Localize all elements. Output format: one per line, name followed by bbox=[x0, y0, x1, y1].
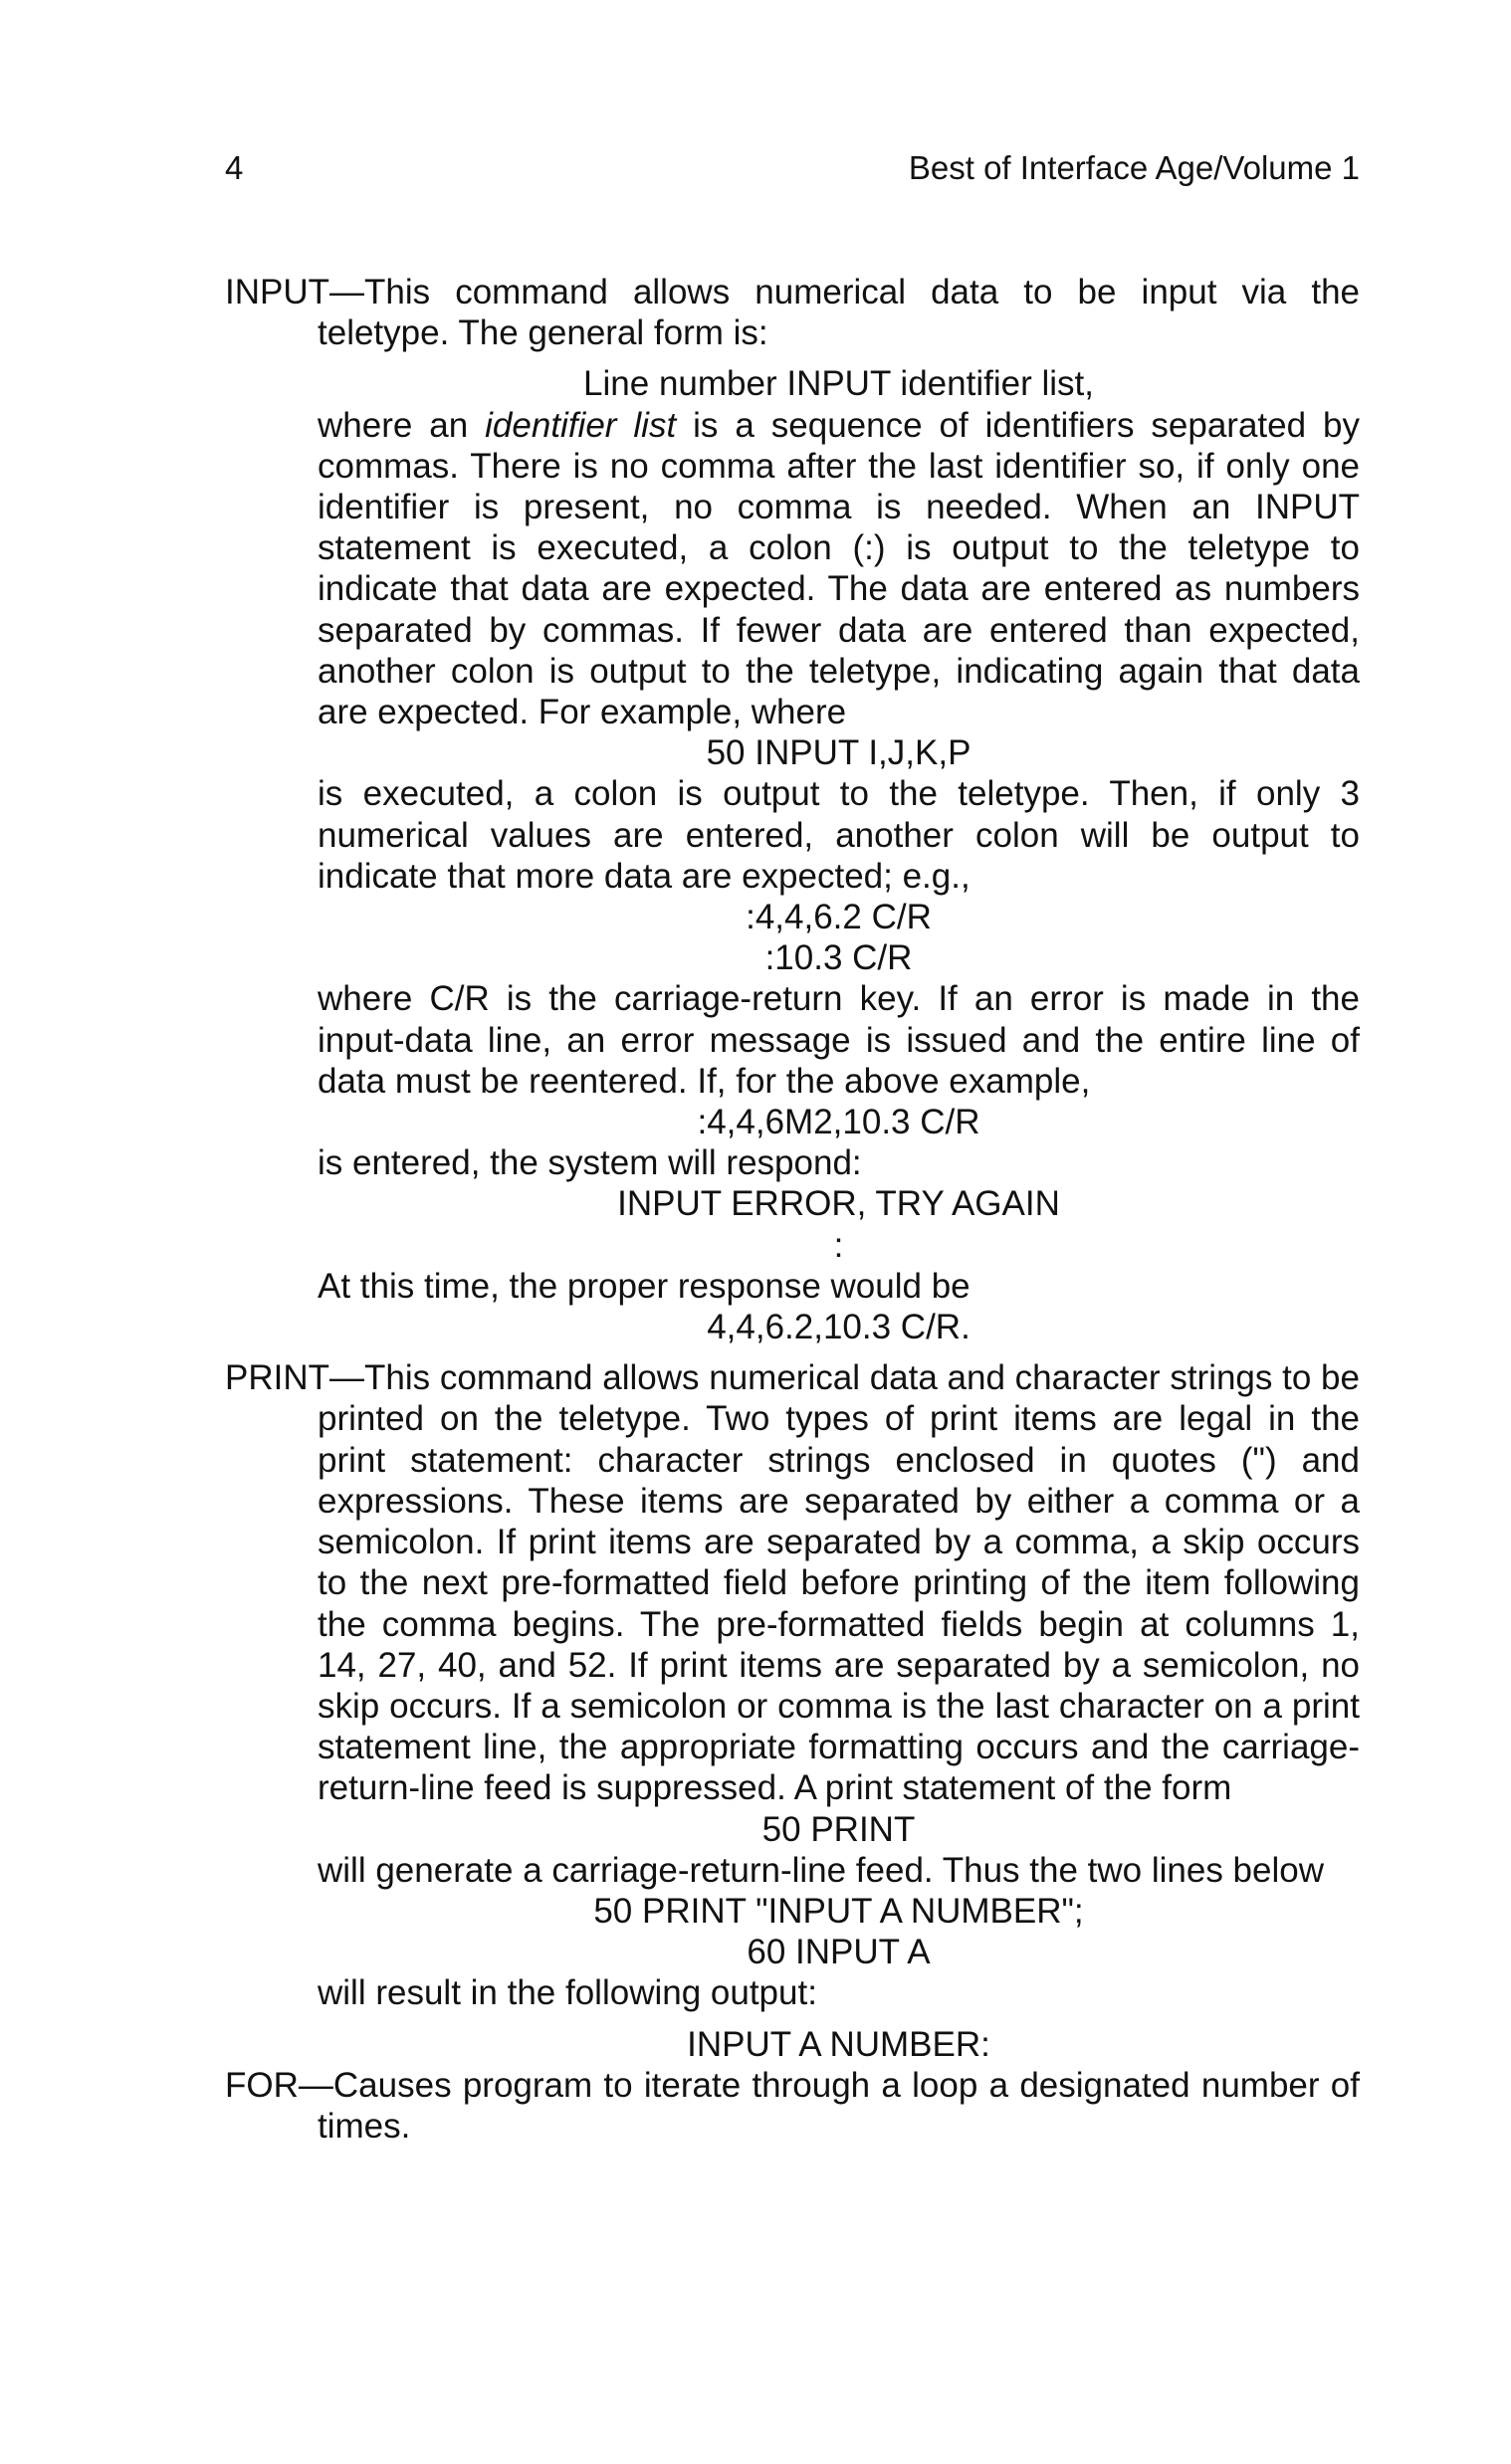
print-term: PRINT bbox=[225, 1358, 329, 1398]
input-paragraph-4: is entered, the system will respond: bbox=[318, 1143, 862, 1183]
input-paragraph-3: where C/R is the carriage-return key. If an error is made in the input-data line, an error message is issued and the entire line of data must be reentered. If, for the above example, bbox=[318, 979, 1360, 1101]
print-example-3: INPUT A NUMBER: bbox=[687, 2024, 990, 2064]
print-example-2b: 60 INPUT A bbox=[747, 1933, 931, 1972]
input-example-1: 50 INPUT I,J,K,P bbox=[706, 733, 971, 773]
input-lead-text: —This command allows numerical data to be input via the teletype. The general form is: bbox=[318, 273, 1360, 353]
page-header bbox=[225, 149, 1360, 199]
for-lead-text: —Causes program to iterate through a loop a designated number of times. bbox=[298, 2065, 1360, 2146]
input-lead-paragraph bbox=[225, 272, 1360, 353]
input-example-4a: INPUT ERROR, TRY AGAIN bbox=[617, 1184, 1060, 1224]
print-lead-text: —This command allows numerical data and character strings to be printed on the teletype. Two types of print items are legal in the print statement: character strings enclosed in quotes (") and expressions. These items are separated by either a comma or a semicolon. If print items are separated by a comma, a skip occurs to the next pre-formatted field before printing of the item following the comma begins. The pre-formatted fields begin at columns 1, 14, 27, 40, and 52. If print items are separated by a semicolon, no skip occurs. If a semicolon or comma is the last character on a print statement line, the appropriate formatting occurs and the carriage-return-line feed is suppressed. A print statement of the form bbox=[318, 1358, 1360, 1808]
input-p1-text-b: is a sequence of identifiers separated by commas. There is no comma after the last identifier so, if only one identifier is present, no comma is needed. When an INPUT statement is executed, a colon (:) is output to the teletype to indicate that data are expected. The data are entered as numbers separated by commas. If fewer data are entered than expected, another colon is output to the teletype, indicating again that data are expected. For example, where bbox=[318, 405, 1360, 732]
print-example-2a: 50 PRINT "INPUT A NUMBER"; bbox=[593, 1891, 1084, 1931]
input-p1-text-a: where an bbox=[318, 405, 486, 445]
input-example-2b: :10.3 C/R bbox=[764, 938, 913, 978]
for-entry bbox=[225, 2065, 1360, 2147]
input-general-form: Line number INPUT identifier list, bbox=[583, 364, 1094, 404]
identifier-list-term: identifier list bbox=[485, 405, 677, 445]
input-paragraph-5: At this time, the proper response would be bbox=[318, 1266, 971, 1306]
for-term: FOR bbox=[225, 2065, 299, 2105]
input-paragraph-2: is executed, a colon is output to the teletype. Then, if only 3 numerical values are entered, another colon will be output to indicate that more data are expected; e.g., bbox=[318, 774, 1360, 896]
input-entry bbox=[225, 272, 1360, 1347]
print-lead-paragraph bbox=[225, 1357, 1360, 1808]
input-example-4b: : bbox=[833, 1225, 844, 1265]
print-paragraph-3: will result in the following output: bbox=[318, 1973, 817, 2013]
print-example-1: 50 PRINT bbox=[761, 1809, 916, 1849]
page-body bbox=[225, 272, 1360, 2147]
input-example-3: :4,4,6M2,10.3 C/R bbox=[697, 1103, 980, 1142]
input-term: INPUT bbox=[225, 273, 329, 311]
print-entry bbox=[225, 1357, 1360, 2064]
input-example-2a: :4,4,6.2 C/R bbox=[746, 898, 932, 937]
for-lead-paragraph bbox=[225, 2065, 1360, 2147]
input-example-5: 4,4,6.2,10.3 C/R. bbox=[707, 1308, 971, 1347]
page-number: 4 bbox=[225, 149, 244, 186]
input-paragraph-1 bbox=[225, 405, 1360, 733]
running-title: Best of Interface Age/Volume 1 bbox=[908, 149, 1360, 186]
print-paragraph-2: will generate a carriage-return-line feed. Thus the two lines below bbox=[318, 1850, 1325, 1890]
